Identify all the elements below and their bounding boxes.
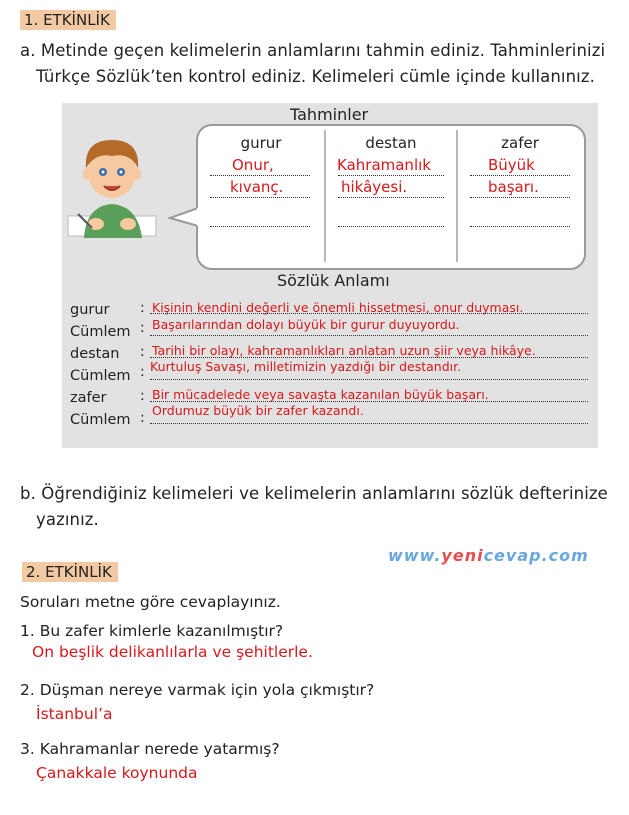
dotted-line [150, 401, 588, 402]
dotted-line [470, 197, 570, 198]
watermark: www.yenicevap.com [388, 546, 589, 565]
speech-bubble-tail [168, 206, 202, 228]
guess-word: zafer [501, 134, 539, 152]
row-label: Cümlem [70, 412, 131, 428]
activity1-a-line1: a. Metinde geçen kelimelerin anlamlarını tahmin ediniz. Tahminlerinizi [20, 41, 606, 60]
row-colon: : [140, 388, 145, 404]
row-text: Kurtuluş Savaşı, milletimizin yazdığı bir destandır. [150, 359, 462, 374]
guess-line: hikâyesi. [341, 178, 408, 196]
boy-writing-illustration [66, 128, 158, 248]
dotted-line [210, 175, 310, 176]
dotted-line [150, 379, 588, 380]
tahminler-title: Tahminler [290, 105, 369, 124]
row-label: destan [70, 346, 120, 362]
dotted-line [338, 175, 444, 176]
row-colon: : [140, 344, 145, 360]
row-colon: : [140, 300, 145, 316]
question-text: 1. Bu zafer kimlerle kazanılmıştır? [20, 622, 284, 640]
question-text: 2. Düşman nereye varmak için yola çıkmıştır? [20, 681, 375, 699]
dotted-line [338, 226, 444, 227]
dotted-line [210, 197, 310, 198]
guess-line: başarı. [488, 178, 539, 196]
row-text: Ordumuz büyük bir zafer kazandı. [152, 403, 364, 418]
activity2-instruction: Soruları metne göre cevaplayınız. [20, 593, 281, 611]
sozluk-anlami-title: Sözlük Anlamı [277, 271, 390, 290]
dotted-line [210, 226, 310, 227]
activity1-b-line2: yazınız. [36, 510, 99, 529]
row-colon: : [140, 410, 145, 426]
dotted-line [150, 313, 588, 314]
row-text: Kişinin kendini değerli ve önemli hissetmesi, onur duyması. [152, 300, 524, 315]
guess-line: Büyük [488, 156, 535, 174]
row-colon: : [140, 320, 145, 336]
guess-word: destan [365, 134, 417, 152]
dotted-line [470, 175, 570, 176]
row-text: Bir mücadelede veya savaşta kazanılan büyük başarı. [152, 387, 489, 402]
dotted-line [150, 423, 588, 424]
row-label: Cümlem [70, 324, 131, 340]
activity1-a-line2: Türkçe Sözlük’ten kontrol ediniz. Kelimeleri cümle içinde kullanınız. [36, 67, 595, 86]
guess-line: Kahramanlık [337, 156, 431, 174]
activity2-badge: 2. ETKİNLİK [22, 562, 118, 582]
dotted-line [338, 197, 444, 198]
row-colon: : [140, 364, 145, 380]
answer-text: On beşlik delikanlılarla ve şehitlerle. [32, 643, 313, 661]
question-text: 3. Kahramanlar nerede yatarmış? [20, 740, 280, 758]
guess-word: gurur [240, 134, 282, 152]
guess-line: kıvanç. [230, 178, 284, 196]
row-label: zafer [70, 390, 107, 406]
row-text: Tarihi bir olayı, kahramanlıkları anlatan uzun şiir veya hikâye. [152, 343, 536, 358]
dotted-line [150, 357, 588, 358]
row-label: gurur [70, 302, 110, 318]
activity1-b-line1: b. Öğrendiğiniz kelimeleri ve kelimelerin anlamlarını sözlük defterinize [20, 484, 608, 503]
answer-text: Çanakkale koynunda [36, 764, 198, 782]
bubble-divider [456, 130, 458, 262]
activity1-badge: 1. ETKİNLİK [20, 10, 116, 30]
dotted-line [470, 226, 570, 227]
row-label: Cümlem [70, 368, 131, 384]
bubble-divider [324, 130, 326, 262]
row-text: Başarılarından dolayı büyük bir gurur duyuyordu. [152, 317, 460, 332]
answer-text: İstanbul’a [36, 705, 113, 723]
dotted-line [150, 335, 588, 336]
guess-line: Onur, [232, 156, 274, 174]
